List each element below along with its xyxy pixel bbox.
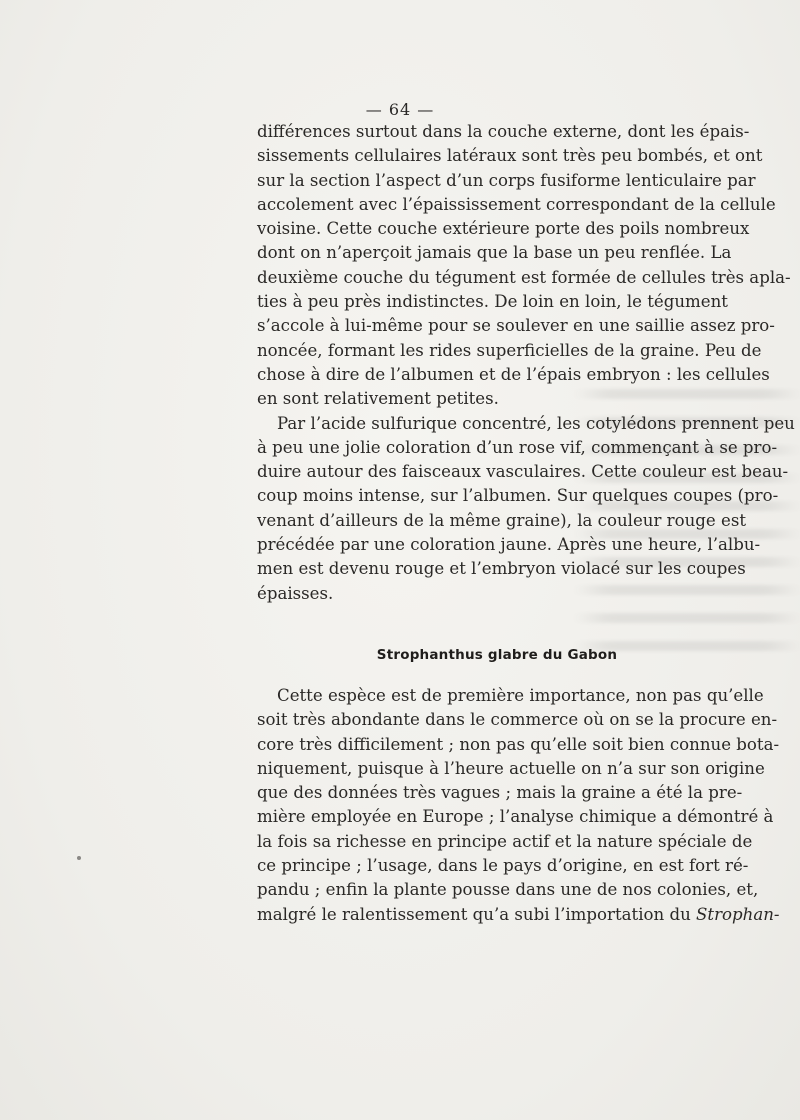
paragraph-3 xyxy=(257,684,780,927)
text-line: dont on n’aperçoit jamais que la base un peu renflée. La xyxy=(257,243,732,263)
text-line: chose à dire de l’albumen et de l’épais embryon : les cellules xyxy=(257,364,770,384)
body-text-top xyxy=(257,120,795,606)
speck-mark xyxy=(77,856,81,860)
text-line: niquement, puisque à l’heure actuelle on n’a sur son origine xyxy=(257,758,765,778)
text-line: accolement avec l’épaississement correspondant de la cellule xyxy=(257,194,776,214)
text-line: ce principe ; l’usage, dans le pays d’origine, en est fort ré- xyxy=(257,856,749,876)
italic-word: Strophan- xyxy=(696,904,780,924)
text-line: précédée par une coloration jaune. Après une heure, l’albu- xyxy=(257,535,761,555)
text-line: différences surtout dans la couche externe, dont les épais- xyxy=(257,122,750,141)
text-line: venant d’ailleurs de la même graine), la couleur rouge est xyxy=(257,510,747,530)
text-line: sissements cellulaires latéraux sont très peu bombés, et ont xyxy=(257,146,763,166)
text-line: deuxième couche du tégument est formée de cellules très apla- xyxy=(257,267,791,287)
text-line: voisine. Cette couche extérieure porte des poils nombreux xyxy=(257,219,750,239)
text-line-roman: malgré le ralentissement qu’a subi l’importation du xyxy=(257,904,691,924)
text-line: épaisses. xyxy=(257,583,334,603)
text-line: à peu une jolie coloration d’un rose vif, commençant à se pro- xyxy=(257,437,778,457)
text-line: en sont relativement petites. xyxy=(257,389,499,409)
text-line: men est devenu rouge et l’embryon violacé sur les coupes xyxy=(257,559,746,579)
section-heading: Strophanthus glabre du Gabon xyxy=(376,647,618,663)
text-line: coup moins intense, sur l’albumen. Sur quelques coupes (pro- xyxy=(257,486,779,506)
text-line: la fois sa richesse en principe actif et la nature spéciale de xyxy=(257,831,753,851)
text-line: core très difficilement ; non pas qu’elle soit bien connue bota- xyxy=(257,734,780,754)
text-line: que des données très vagues ; mais la graine a été la pre- xyxy=(257,783,743,803)
body-text-bottom xyxy=(257,684,780,927)
text-line: pandu ; enfin la plante pousse dans une de nos colonies, et, xyxy=(257,880,759,900)
text-line: s’accole à lui-même pour se soulever en une saillie assez pro- xyxy=(257,316,775,336)
text-line: mière employée en Europe ; l’analyse chimique a démontré à xyxy=(257,807,774,827)
text-line: ties à peu près indistinctes. De loin en loin, le tégument xyxy=(257,292,728,312)
text-line: noncée, formant les rides superficielles de la graine. Peu de xyxy=(257,340,762,360)
paragraph-2 xyxy=(257,412,795,606)
text-line: Par l’acide sulfurique concentré, les cotylédons prennent peu xyxy=(277,413,795,433)
text-line: soit très abondante dans le commerce où on se la procure en- xyxy=(257,710,778,730)
text-line: Cette espèce est de première importance, non pas qu’elle xyxy=(277,686,764,705)
text-line: duire autour des faisceaux vasculaires. Cette couleur est beau- xyxy=(257,462,789,482)
paragraph-1 xyxy=(257,120,791,412)
text-line-last xyxy=(257,903,780,927)
page-number: — 64 — xyxy=(365,100,435,119)
text-line: sur la section l’aspect d’un corps fusiforme lenticulaire par xyxy=(257,170,756,190)
